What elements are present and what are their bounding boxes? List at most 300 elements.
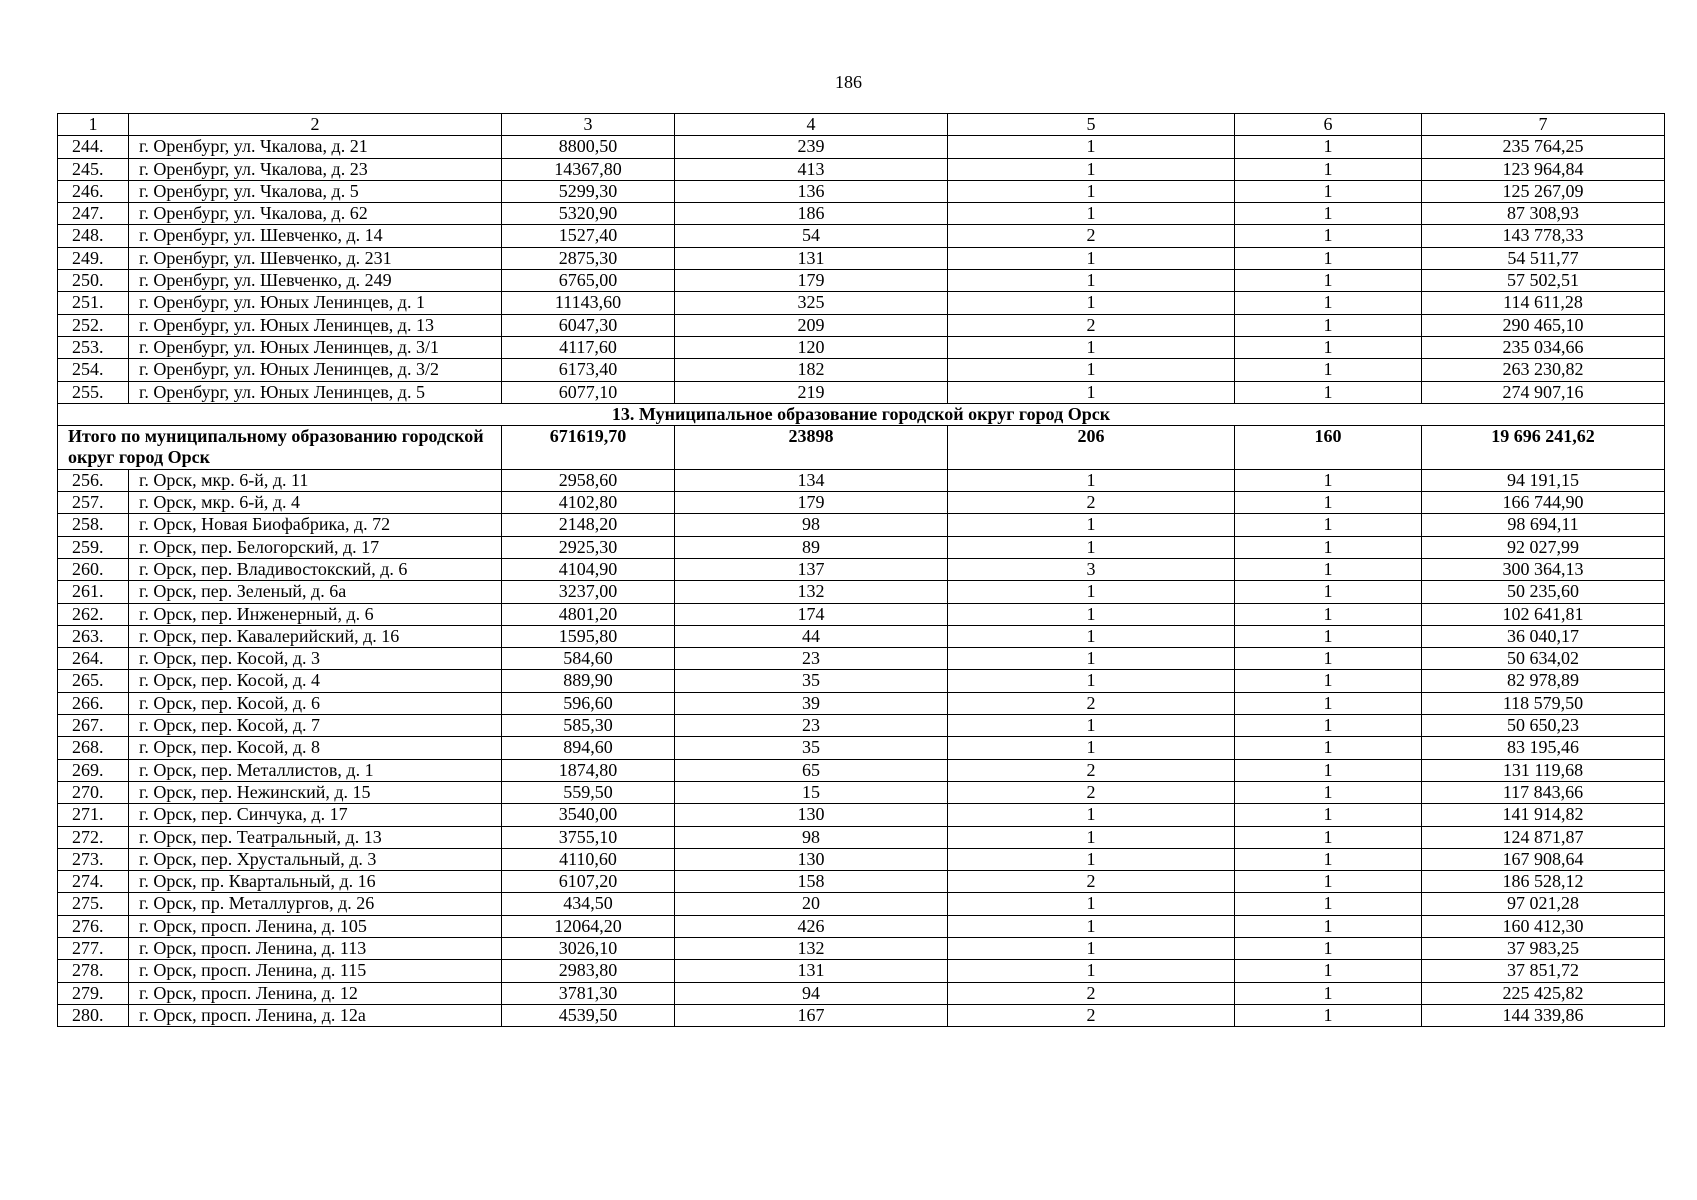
table-cell: 246. (58, 180, 129, 202)
table-cell: 300 364,13 (1422, 558, 1665, 580)
table-cell: г. Орск, пер. Косой, д. 7 (129, 715, 502, 737)
table-row (58, 804, 1665, 826)
table-cell: 249. (58, 247, 129, 269)
table-cell: 1 (1235, 180, 1422, 202)
table-cell: 269. (58, 759, 129, 781)
table-cell: 131 (675, 247, 948, 269)
table-cell: 1 (948, 536, 1235, 558)
table-cell: 1 (948, 603, 1235, 625)
table-cell: 57 502,51 (1422, 270, 1665, 292)
table-row (58, 960, 1665, 982)
table-cell: 264. (58, 648, 129, 670)
table-cell: 1 (1235, 937, 1422, 959)
table-cell: 1 (948, 359, 1235, 381)
table-cell: г. Орск, пр. Металлургов, д. 26 (129, 893, 502, 915)
table-cell: 1 (948, 737, 1235, 759)
table-cell: 1 (1235, 292, 1422, 314)
table-cell: г. Орск, пер. Театральный, д. 13 (129, 826, 502, 848)
table-cell: 182 (675, 359, 948, 381)
table-cell: 277. (58, 937, 129, 959)
table-cell: 131 119,68 (1422, 759, 1665, 781)
table-cell: г. Орск, пер. Косой, д. 3 (129, 648, 502, 670)
table-cell: 1 (948, 203, 1235, 225)
table-cell: 1 (948, 826, 1235, 848)
table-cell: 5299,30 (502, 180, 675, 202)
table-row (58, 158, 1665, 180)
table-cell: 1 (948, 648, 1235, 670)
column-number-header: 4 (675, 114, 948, 136)
table-cell: 1 (1235, 336, 1422, 358)
table-cell: 35 (675, 737, 948, 759)
table-cell: 6765,00 (502, 270, 675, 292)
table-cell: 82 978,89 (1422, 670, 1665, 692)
table-cell: 434,50 (502, 893, 675, 915)
table-cell: 1 (1235, 893, 1422, 915)
section-title-row (58, 403, 1665, 425)
table-cell: 1 (1235, 514, 1422, 536)
table-cell: 132 (675, 937, 948, 959)
table-cell: 251. (58, 292, 129, 314)
table-cell: 2 (948, 1004, 1235, 1026)
table-row (58, 603, 1665, 625)
table-cell: 1 (1235, 871, 1422, 893)
table-row (58, 292, 1665, 314)
table-cell: 247. (58, 203, 129, 225)
table-cell: 143 778,33 (1422, 225, 1665, 247)
total-value: 23898 (675, 426, 948, 470)
table-cell: 3237,00 (502, 581, 675, 603)
table-cell: 1 (1235, 558, 1422, 580)
table-cell: г. Орск, просп. Ленина, д. 113 (129, 937, 502, 959)
table-cell: 1 (1235, 469, 1422, 491)
table-cell: 1 (1235, 915, 1422, 937)
table-cell: 98 694,11 (1422, 514, 1665, 536)
table-cell: 1 (948, 136, 1235, 158)
total-value: 671619,70 (502, 426, 675, 470)
table-cell: 54 511,77 (1422, 247, 1665, 269)
table-cell: 1 (948, 848, 1235, 870)
table-cell: 6077,10 (502, 381, 675, 403)
table-cell: 94 (675, 982, 948, 1004)
table-cell: 65 (675, 759, 948, 781)
table-cell: 186 (675, 203, 948, 225)
table-cell: 2 (948, 692, 1235, 714)
table-cell: 1 (948, 180, 1235, 202)
table-cell: 2 (948, 781, 1235, 803)
table-cell: 235 034,66 (1422, 336, 1665, 358)
table-cell: 265. (58, 670, 129, 692)
table-cell: 1 (948, 381, 1235, 403)
table-cell: 2 (948, 982, 1235, 1004)
table-row (58, 492, 1665, 514)
table-cell: 6047,30 (502, 314, 675, 336)
table-row (58, 915, 1665, 937)
table-cell: г. Оренбург, ул. Шевченко, д. 231 (129, 247, 502, 269)
table-cell: 54 (675, 225, 948, 247)
table-row (58, 381, 1665, 403)
table-cell: 1 (1235, 581, 1422, 603)
table-cell: 186 528,12 (1422, 871, 1665, 893)
table-cell: 132 (675, 581, 948, 603)
table-cell: 1 (1235, 359, 1422, 381)
table-cell: 97 021,28 (1422, 893, 1665, 915)
table-cell: г. Орск, мкр. 6-й, д. 11 (129, 469, 502, 491)
table-row (58, 670, 1665, 692)
table-cell: г. Орск, пер. Металлистов, д. 1 (129, 759, 502, 781)
table-cell: 1 (948, 670, 1235, 692)
table-cell: 83 195,46 (1422, 737, 1665, 759)
table-cell: 263 230,82 (1422, 359, 1665, 381)
table-cell: 50 634,02 (1422, 648, 1665, 670)
table-cell: 23 (675, 715, 948, 737)
table-cell: 258. (58, 514, 129, 536)
table-cell: 1 (948, 625, 1235, 647)
table-cell: 6107,20 (502, 871, 675, 893)
table-cell: г. Орск, пер. Косой, д. 4 (129, 670, 502, 692)
table-cell: 268. (58, 737, 129, 759)
table-cell: 1874,80 (502, 759, 675, 781)
table-row (58, 359, 1665, 381)
table-cell: 1 (948, 960, 1235, 982)
table-cell: 209 (675, 314, 948, 336)
table-cell: 2958,60 (502, 469, 675, 491)
table-cell: г. Орск, просп. Ленина, д. 12 (129, 982, 502, 1004)
table-cell: 3755,10 (502, 826, 675, 848)
table-row (58, 781, 1665, 803)
data-table (57, 113, 1665, 1027)
table-cell: 1 (948, 270, 1235, 292)
table-cell: 1 (1235, 603, 1422, 625)
table-cell: 118 579,50 (1422, 692, 1665, 714)
table-cell: 275. (58, 893, 129, 915)
table-cell: г. Оренбург, ул. Чкалова, д. 21 (129, 136, 502, 158)
table-cell: 2 (948, 314, 1235, 336)
table-cell: 92 027,99 (1422, 536, 1665, 558)
table-cell: г. Орск, просп. Ленина, д. 12а (129, 1004, 502, 1026)
table-cell: 15 (675, 781, 948, 803)
table-cell: 1 (948, 158, 1235, 180)
table-row (58, 270, 1665, 292)
table-cell: 1 (1235, 759, 1422, 781)
column-number-header: 1 (58, 114, 129, 136)
table-cell: 98 (675, 826, 948, 848)
table-cell: 253. (58, 336, 129, 358)
table-cell: г. Орск, пр. Квартальный, д. 16 (129, 871, 502, 893)
table-cell: 280. (58, 1004, 129, 1026)
table-cell: 4539,50 (502, 1004, 675, 1026)
table-cell: г. Орск, пер. Хрустальный, д. 3 (129, 848, 502, 870)
table-cell: 1527,40 (502, 225, 675, 247)
table-row (58, 715, 1665, 737)
table-cell: 1 (948, 715, 1235, 737)
table-cell: 2148,20 (502, 514, 675, 536)
table-row (58, 581, 1665, 603)
table-cell: 50 650,23 (1422, 715, 1665, 737)
table-cell: 166 744,90 (1422, 492, 1665, 514)
table-cell: 1 (1235, 982, 1422, 1004)
table-cell: 35 (675, 670, 948, 692)
table-row (58, 737, 1665, 759)
table-row (58, 625, 1665, 647)
table-cell: 276. (58, 915, 129, 937)
table-cell: 2 (948, 871, 1235, 893)
total-row (58, 426, 1665, 470)
table-cell: 325 (675, 292, 948, 314)
table-cell: 4104,90 (502, 558, 675, 580)
table-cell: 1 (948, 469, 1235, 491)
table-cell: 37 983,25 (1422, 937, 1665, 959)
table-cell: 1 (948, 893, 1235, 915)
table-cell: 136 (675, 180, 948, 202)
table-cell: 167 (675, 1004, 948, 1026)
table-row (58, 759, 1665, 781)
table-cell: 1 (948, 247, 1235, 269)
table-cell: г. Орск, Новая Биофабрика, д. 72 (129, 514, 502, 536)
table-cell: 260. (58, 558, 129, 580)
table-cell: 584,60 (502, 648, 675, 670)
column-number-header: 3 (502, 114, 675, 136)
table-cell: 271. (58, 804, 129, 826)
table-cell: 1 (1235, 492, 1422, 514)
table-cell: 225 425,82 (1422, 982, 1665, 1004)
table-row (58, 514, 1665, 536)
table-row (58, 648, 1665, 670)
table-cell: 1 (948, 937, 1235, 959)
table-cell: 1 (1235, 381, 1422, 403)
table-cell: 1 (948, 336, 1235, 358)
table-cell: 273. (58, 848, 129, 870)
table-cell: 4102,80 (502, 492, 675, 514)
table-cell: 174 (675, 603, 948, 625)
table-cell: 167 908,64 (1422, 848, 1665, 870)
table-cell: 2 (948, 492, 1235, 514)
table-cell: 585,30 (502, 715, 675, 737)
table-cell: 123 964,84 (1422, 158, 1665, 180)
table-cell: 124 871,87 (1422, 826, 1665, 848)
table-cell: 256. (58, 469, 129, 491)
table-cell: 1 (948, 581, 1235, 603)
table-cell: 596,60 (502, 692, 675, 714)
table-cell: 4801,20 (502, 603, 675, 625)
table-body (58, 114, 1665, 1027)
table-cell: г. Оренбург, ул. Шевченко, д. 249 (129, 270, 502, 292)
table-cell: г. Оренбург, ул. Чкалова, д. 62 (129, 203, 502, 225)
table-row (58, 203, 1665, 225)
table-cell: 120 (675, 336, 948, 358)
table-cell: 1 (1235, 804, 1422, 826)
table-cell: 130 (675, 804, 948, 826)
table-cell: 559,50 (502, 781, 675, 803)
table-row (58, 871, 1665, 893)
table-row (58, 692, 1665, 714)
table-cell: 1 (1235, 960, 1422, 982)
table-cell: 245. (58, 158, 129, 180)
table-cell: г. Оренбург, ул. Юных Ленинцев, д. 3/2 (129, 359, 502, 381)
table-cell: 255. (58, 381, 129, 403)
table-cell: 2875,30 (502, 247, 675, 269)
table-cell: г. Орск, пер. Зеленый, д. 6а (129, 581, 502, 603)
table-cell: 219 (675, 381, 948, 403)
section-title: 13. Муниципальное образование городской округ город Орск (58, 403, 1665, 425)
table-cell: 125 267,09 (1422, 180, 1665, 202)
table-cell: 1 (1235, 247, 1422, 269)
table-cell: 259. (58, 536, 129, 558)
table-cell: 102 641,81 (1422, 603, 1665, 625)
table-header-row (58, 114, 1665, 136)
table-cell: 235 764,25 (1422, 136, 1665, 158)
table-cell: 1 (1235, 203, 1422, 225)
table-cell: 278. (58, 960, 129, 982)
table-cell: г. Оренбург, ул. Чкалова, д. 23 (129, 158, 502, 180)
table-row (58, 225, 1665, 247)
table-cell: 248. (58, 225, 129, 247)
table-cell: 5320,90 (502, 203, 675, 225)
table-cell: 262. (58, 603, 129, 625)
table-cell: 2 (948, 759, 1235, 781)
table-cell: г. Орск, мкр. 6-й, д. 4 (129, 492, 502, 514)
table-cell: г. Орск, пер. Кавалерийский, д. 16 (129, 625, 502, 647)
table-cell: 889,90 (502, 670, 675, 692)
table-cell: 263. (58, 625, 129, 647)
table-cell: 1 (1235, 648, 1422, 670)
table-cell: 270. (58, 781, 129, 803)
table-cell: 261. (58, 581, 129, 603)
table-row (58, 314, 1665, 336)
table-cell: 244. (58, 136, 129, 158)
table-cell: 257. (58, 492, 129, 514)
table-row (58, 558, 1665, 580)
table-cell: г. Орск, пер. Нежинский, д. 15 (129, 781, 502, 803)
table-cell: г. Орск, пер. Синчука, д. 17 (129, 804, 502, 826)
table-cell: 1 (1235, 781, 1422, 803)
total-label: Итого по муниципальному образованию городской округ город Орск (58, 426, 502, 470)
table-cell: 3781,30 (502, 982, 675, 1004)
table-cell: 2983,80 (502, 960, 675, 982)
table-cell: 98 (675, 514, 948, 536)
table-cell: 290 465,10 (1422, 314, 1665, 336)
table-cell: 179 (675, 492, 948, 514)
column-number-header: 7 (1422, 114, 1665, 136)
total-value: 19 696 241,62 (1422, 426, 1665, 470)
table-cell: 12064,20 (502, 915, 675, 937)
table-cell: 1 (1235, 314, 1422, 336)
table-row (58, 937, 1665, 959)
table-cell: 2 (948, 225, 1235, 247)
table-cell: 1 (1235, 270, 1422, 292)
table-cell: 894,60 (502, 737, 675, 759)
table-cell: 87 308,93 (1422, 203, 1665, 225)
table-cell: 3 (948, 558, 1235, 580)
table-cell: 179 (675, 270, 948, 292)
table-cell: 252. (58, 314, 129, 336)
table-cell: 158 (675, 871, 948, 893)
table-cell: 1 (1235, 692, 1422, 714)
table-cell: 1 (1235, 225, 1422, 247)
table-cell: г. Оренбург, ул. Юных Ленинцев, д. 5 (129, 381, 502, 403)
table-row (58, 826, 1665, 848)
total-value: 160 (1235, 426, 1422, 470)
table-cell: г. Орск, пер. Владивостокский, д. 6 (129, 558, 502, 580)
table-cell: 266. (58, 692, 129, 714)
table-cell: 1595,80 (502, 625, 675, 647)
table-cell: 114 611,28 (1422, 292, 1665, 314)
table-cell: г. Оренбург, ул. Юных Ленинцев, д. 1 (129, 292, 502, 314)
table-cell: 274. (58, 871, 129, 893)
table-cell: 1 (1235, 715, 1422, 737)
table-cell: 1 (948, 915, 1235, 937)
table-cell: 1 (1235, 826, 1422, 848)
table-cell: 36 040,17 (1422, 625, 1665, 647)
table-cell: 1 (1235, 536, 1422, 558)
column-number-header: 6 (1235, 114, 1422, 136)
table-row (58, 136, 1665, 158)
table-cell: г. Оренбург, ул. Юных Ленинцев, д. 13 (129, 314, 502, 336)
total-value: 206 (948, 426, 1235, 470)
table-row (58, 848, 1665, 870)
table-cell: 50 235,60 (1422, 581, 1665, 603)
table-cell: 4110,60 (502, 848, 675, 870)
table-cell: г. Орск, просп. Ленина, д. 115 (129, 960, 502, 982)
table-cell: 1 (948, 514, 1235, 536)
table-cell: 267. (58, 715, 129, 737)
table-cell: г. Орск, пер. Косой, д. 6 (129, 692, 502, 714)
table-cell: 1 (1235, 625, 1422, 647)
table-cell: 37 851,72 (1422, 960, 1665, 982)
table-cell: г. Оренбург, ул. Юных Ленинцев, д. 3/1 (129, 336, 502, 358)
table-row (58, 180, 1665, 202)
table-cell: 6173,40 (502, 359, 675, 381)
table-cell: г. Орск, просп. Ленина, д. 105 (129, 915, 502, 937)
table-cell: 11143,60 (502, 292, 675, 314)
table-cell: 1 (1235, 670, 1422, 692)
table-cell: 8800,50 (502, 136, 675, 158)
table-cell: 137 (675, 558, 948, 580)
table-cell: 39 (675, 692, 948, 714)
column-number-header: 2 (129, 114, 502, 136)
table-cell: 239 (675, 136, 948, 158)
page-number: 186 (835, 72, 862, 92)
table-cell: 1 (948, 804, 1235, 826)
table-cell: 3026,10 (502, 937, 675, 959)
table-cell: 134 (675, 469, 948, 491)
table-cell: 426 (675, 915, 948, 937)
table-cell: 250. (58, 270, 129, 292)
table-cell: 89 (675, 536, 948, 558)
table-cell: 130 (675, 848, 948, 870)
table-cell: 117 843,66 (1422, 781, 1665, 803)
table-cell: 3540,00 (502, 804, 675, 826)
table-cell: 279. (58, 982, 129, 1004)
table-row (58, 469, 1665, 491)
table-cell: 1 (1235, 848, 1422, 870)
table-cell: 1 (1235, 1004, 1422, 1026)
table-row (58, 336, 1665, 358)
table-cell: г. Оренбург, ул. Шевченко, д. 14 (129, 225, 502, 247)
table-row (58, 1004, 1665, 1026)
table-row (58, 893, 1665, 915)
table-cell: 272. (58, 826, 129, 848)
table-cell: 14367,80 (502, 158, 675, 180)
table-cell: г. Орск, пер. Косой, д. 8 (129, 737, 502, 759)
table-cell: 160 412,30 (1422, 915, 1665, 937)
table-cell: 94 191,15 (1422, 469, 1665, 491)
table-cell: 131 (675, 960, 948, 982)
table-cell: 44 (675, 625, 948, 647)
table-cell: 20 (675, 893, 948, 915)
table-cell: 1 (1235, 158, 1422, 180)
table-cell: 141 914,82 (1422, 804, 1665, 826)
table-row (58, 982, 1665, 1004)
